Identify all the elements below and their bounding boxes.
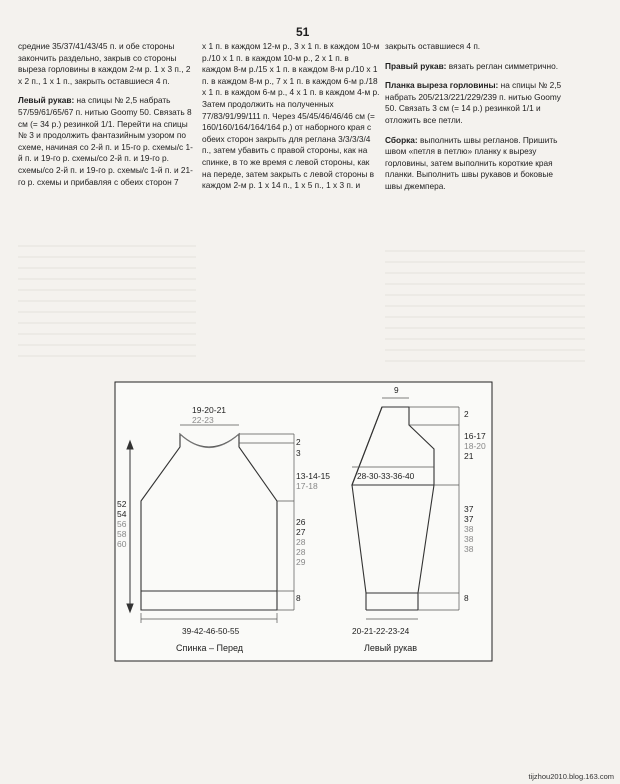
section-text: на спицы № 2,5 набрать 205/213/221/229/239 п. нитью Goomy 50. Связать 3 см (= 14 р.) резинкой 1/1 и отложить все петли. [385, 80, 562, 125]
show-through-area [385, 250, 585, 370]
page-number: 51 [296, 25, 310, 39]
body-rib-height: 8 [296, 593, 301, 603]
text-column-1 [18, 41, 196, 196]
text-column-3 [385, 41, 565, 201]
paragraph: закрыть оставшиеся 4 п. [385, 41, 481, 51]
sleeve-width: 28-30-33-36-40 [357, 471, 415, 481]
body-bottom-width: 39-42-46-50-55 [182, 626, 240, 636]
sleeve-caption: Левый рукав [364, 643, 418, 653]
neck-depth-2: 3 [296, 448, 301, 458]
watermark: tijzhou2010.blog.163.com [528, 772, 614, 781]
section-text: на спицы № 2,5 набрать 57/59/61/65/67 п. нитью Goomy 50. Связать 8 см (= 34 р.) резинкой 1/1. Перейти на спицы № 3 и продолжить фантазийным узором по схеме, начиная со 2-й п. и 15-го р. схемы/с 1-й п. и 19-го р. схемы/со 2-й п. и 19-го р. схемы/со 2-й п. и 19-го р. схемы/с 1-й п. и 21-го р. схемы и прибавляя с обеих сторон 7 [18, 95, 193, 187]
sleeve-top-drop: 2 [464, 409, 469, 419]
paragraph: средние 35/37/41/43/45 п. и обе стороны закончить раздельно, закрыв со стороны выреза горловины в каждом 2-м р. 1 х 3 п., 2 х 2 п., 1 х 1 п., закрыть оставшиеся 4 п. [18, 41, 191, 86]
section-label: Правый рукав: [385, 60, 447, 71]
sleeve-length: 37 37 38 38 38 [464, 504, 474, 554]
section-text: выполнить швы регланов. Пришить швом «петля в петлю» планку к вырезу горловины, затем выполнить короткие края планки. Выполнить швы рукавов и боковые швы джемпера. [385, 134, 558, 191]
section-label: Левый рукав: [18, 95, 75, 106]
section-text: вязать реглан симметрично. [446, 60, 559, 71]
paragraph [18, 95, 196, 188]
paragraph [385, 80, 565, 126]
body-caption: Спинка – Перед [176, 643, 244, 653]
paragraph [385, 135, 565, 193]
paragraph [385, 61, 565, 73]
sleeve-rib-height: 8 [464, 593, 469, 603]
sleeve-top-width: 9 [394, 385, 399, 395]
sleeve-cuff-width: 20-21-22-23-24 [352, 626, 410, 636]
pattern-diagram [114, 381, 494, 663]
sleeve-raglan-depth: 16-17 18-20 21 [464, 431, 486, 461]
neck-depth-1: 2 [296, 437, 301, 447]
text-column-2 [202, 41, 380, 200]
paragraph: х 1 п. в каждом 12-м р., 3 х 1 п. в каждом 10-м р./10 х 1 п. в каждом 10-м р., 2 х 1 п. в каждом 8-м р./15 х 1 п. в каждом 8-м р./10 х 1 п. в каждом 8-м р., 7 х 1 п. в каждом 6-м р./18 х 1 п. в каждом 6-м р., 4 х 1 п. в каждом 4-м р. Затем продолжить на полученных 77/83/91/99/111 п. Через 45/45/46/46/46 см (= 160/160/164/164/164 р.) от наборного края с обеих сторон закрыть для реглана 3/3/3/3/4 п., затем убавить с правой стороны, как на спинке, в то же время с левой стороны, как на переде, затем закрыть с левой стороны в каждом 2-м р. 1 х 14 п., 1 х 5 п., 1 х 3 п. и [202, 41, 380, 191]
body-top-width: 19-20-21 22-23 [192, 405, 227, 425]
show-through-area [18, 245, 196, 365]
armhole-depth: 13-14-15 17-18 [296, 471, 331, 491]
section-label: Сборка: [385, 134, 418, 145]
side-length: 26 27 28 28 29 [296, 517, 306, 567]
section-label: Планка выреза горловины: [385, 80, 499, 91]
total-height: 52 54 56 58 60 [117, 499, 127, 549]
